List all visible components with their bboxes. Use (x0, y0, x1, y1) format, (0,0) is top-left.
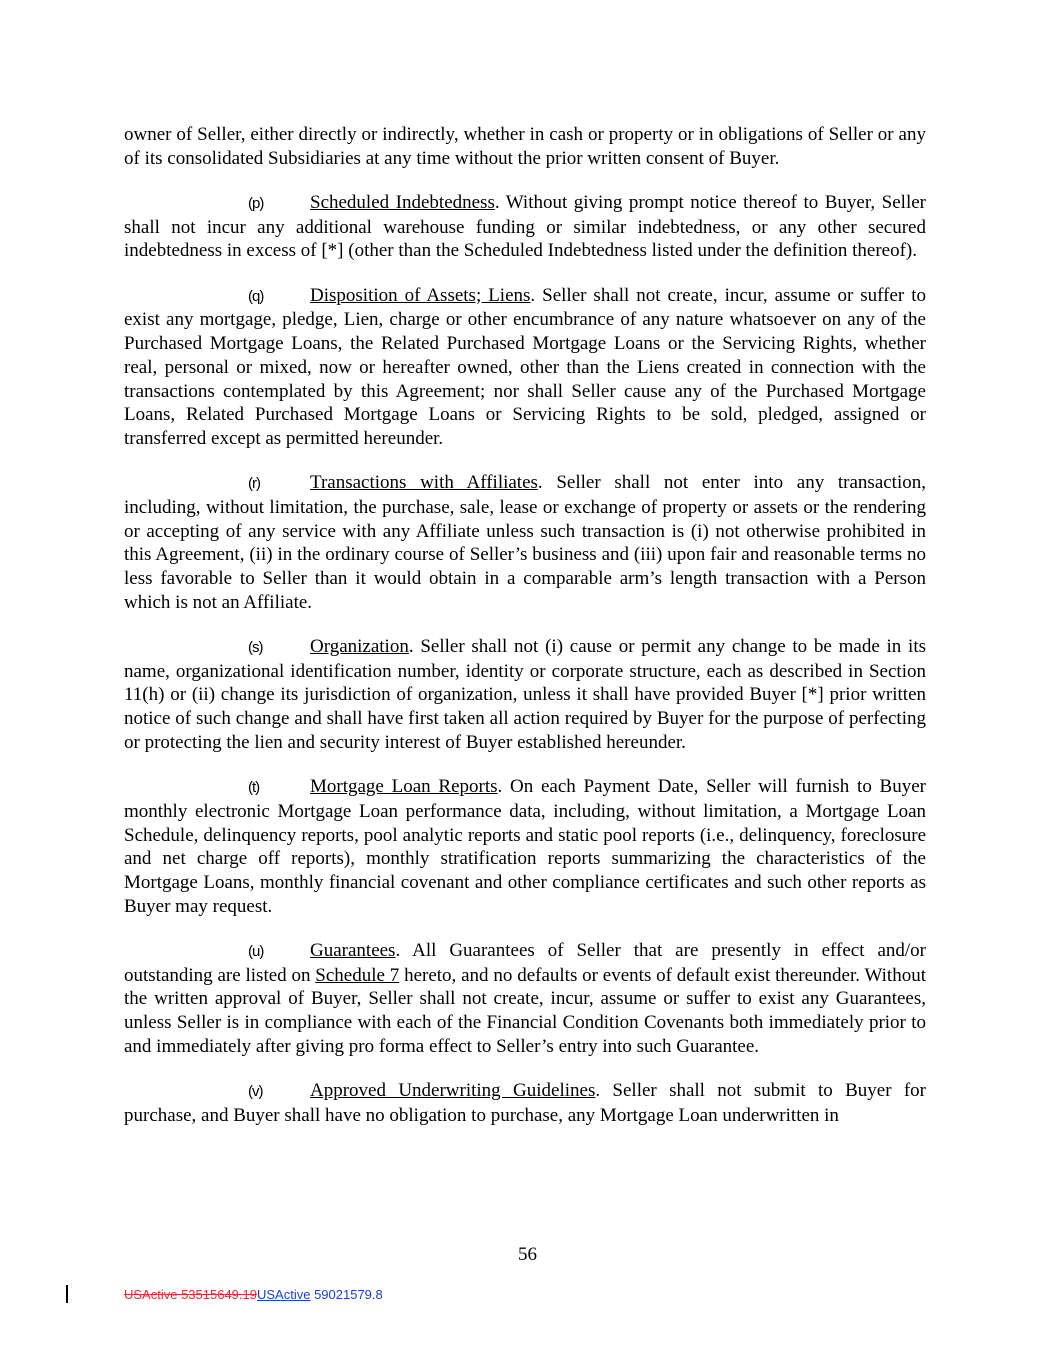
section-label: (u) (248, 942, 264, 960)
section-label: (t) (248, 779, 260, 797)
schedule-reference: Schedule 7 (315, 964, 400, 986)
section-text: . All Guarantees of Seller that are presently in effect and/or outstanding are listed on (124, 939, 926, 986)
section-text: . Seller shall not submit to Buyer for purchase, and Buyer shall have no obligation to purchase, any Mortgage Loan underwritten in (124, 1080, 927, 1126)
section-text: . On each Payment Date, Seller will furnish to Buyer monthly electronic Mortgage Loan performance data, including, without limitation, a Mortgage Loan Schedule, delinquency reports, pool analytic reports and static pool reports (i.e., delinquency, foreclosure and net charge off reports), monthly stratification reports summarizing the characteristics of the Mortgage Loans, monthly financial covenant and other compliance certificates and such other reports as Buyer may request. (124, 776, 926, 917)
section-text-continued: hereto, and no defaults or events of default exist thereunder. Without the written approval of Buyer, Seller shall not create, incur, assume or suffer to exist any Guarantees, unless Seller is in compliance with each of the Financial Condition Covenants both immediately prior to and immediately after giving pro forma effect to Seller’s entry into such Guarantee. (124, 964, 926, 1057)
section-p (124, 191, 926, 263)
body-text (124, 123, 926, 1127)
section-t (124, 775, 926, 918)
section-heading: Mortgage Loan Reports (310, 776, 498, 798)
section-text: . Seller shall not (i) cause or permit any change to be made in its name, organizational identification number, identity or corporate structure, each as described in Section 11(h) or (ii) change its jurisdiction of organization, unless it shall have provided Buyer [*] prior written notice of such change and shall have first taken all action required by Buyer for the purpose of perfecting or protecting the lien and security interest of Buyer established hereunder. (124, 636, 926, 753)
inserted-document-word: USActive (256, 1287, 311, 1302)
deleted-document-id: USActive 53515649.19 (124, 1287, 257, 1302)
section-r (124, 471, 926, 614)
inserted-document-number: 59021579.8 (310, 1287, 383, 1302)
section-label: (v) (248, 1083, 263, 1101)
section-heading: Guarantees (310, 939, 396, 961)
section-u (124, 939, 926, 1059)
section-text: . Without giving prompt notice thereof to Buyer, Seller shall not incur any additional warehouse funding or similar indebtedness, or any other secured indebtedness in excess of [*] (other than the Scheduled Indebtedness listed under the definition thereof). (124, 192, 926, 262)
section-heading: Approved Underwriting Guidelines (310, 1080, 596, 1102)
section-heading: Organization (310, 636, 409, 658)
section-text: . Seller shall not enter into any transaction, including, without limitation, the purchase, sale, lease or exchange of property or assets or the rendering or accepting of any service with any Affiliate unless such transaction is (i) not otherwise prohibited in this Agreement, (ii) in the ordinary course of Seller’s business and (iii) upon fair and reasonable terms no less favorable to Seller than it would obtain in a comparable arm’s length transaction with a Person which is not an Affiliate. (124, 472, 926, 613)
section-heading: Scheduled Indebtedness (310, 192, 495, 213)
continuation-paragraph: owner of Seller, either directly or indirectly, whether in cash or property or in obligations of Seller or any of its consolidated Subsidiaries at any time without the prior written consent of Buyer. (124, 124, 926, 169)
page-number: 56 (518, 1244, 537, 1265)
section-heading: Disposition of Assets; Liens (310, 284, 531, 306)
section-heading: Transactions with Affiliates (310, 472, 538, 494)
section-q (124, 284, 926, 451)
revision-change-bar (66, 1285, 68, 1303)
section-text: . Seller shall not create, incur, assume or suffer to exist any mortgage, pledge, Lien, charge or other encumbrance of any nature whatsoever on any of the Purchased Mortgage Loans, the Related Purchased Mortgage Loans or the Servicing Rights, whether real, personal or mixed, now or hereafter owned, other than the Liens created in connection with the transactions contemplated by this Agreement; nor shall Seller cause any of the Purchased Mortgage Loans, Related Purchased Mortgage Loans or Servicing Rights to be sold, pledged, assigned or transferred except as permitted hereunder. (124, 284, 926, 449)
section-v (124, 1079, 926, 1127)
section-s (124, 635, 926, 755)
section-label: (r) (248, 475, 260, 493)
document-footer-id (124, 1287, 383, 1303)
section-label: (p) (248, 195, 264, 212)
section-label: (q) (248, 287, 264, 305)
section-label: (s) (248, 639, 263, 657)
